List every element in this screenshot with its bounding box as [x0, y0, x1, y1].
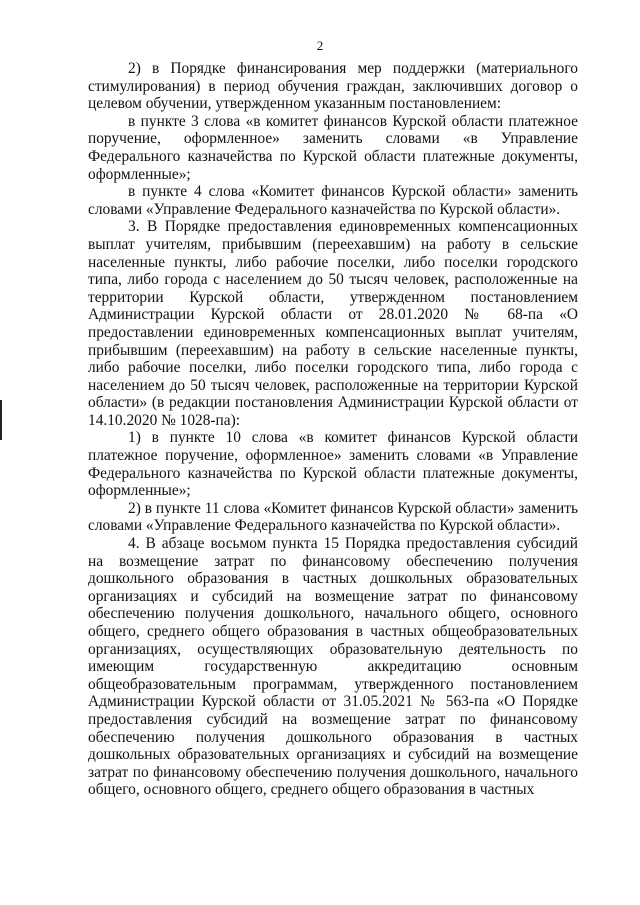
paragraph-4-subsidies-order: 4. В абзаце восьмом пункта 15 Порядка предоставления субсидий на возмещение затрат по финансовому обеспечению получения дошкольного образования в частных дошкольных образовательных организациях и субсидий на возмещение затрат по финансовому обеспечению получения дошкольного, начального общего, основного общего, среднего общего образования в частных общеобразовательных организациях, осуществляющих образовательную деятельность по имеющим государственную аккредитацию основным общеобразовательным программам, утвержденного постановлением Администрации Курской области от 31.05.2021 № 563-па «О Порядке предоставления субсидий на возмещение затрат по финансовому обеспечению получения дошкольного образования в частных дошкольных образовательных организациях и субсидий на возмещение затрат по финансовому обеспечению получения дошкольного, начального общего, основного общего, среднего общего образования в частных [88, 535, 578, 799]
paragraph-2-financing-order: 2) в Порядке финансирования мер поддержки (материального стимулирования) в период обучения граждан, заключивших договор о целевом обучении, утвержденном указанным постановлением: [88, 60, 578, 113]
document-body [88, 60, 578, 799]
paragraph-3-compensation-order: 3. В Порядке предоставления единовременных компенсационных выплат учителям, прибывшим (переехавшим) на работу в сельские населенные пункты, либо рабочие поселки, либо поселки городского типа, либо города с населением до 50 тысяч человек, расположенные на территории Курской области, утвержденном постановлением Администрации Курской области от 28.01.2020 № 68-па «О предоставлении единовременных компенсационных выплат учителям, прибывшим (переехавшим) на работу в сельские населенные пункты, либо рабочие поселки, либо поселки городского типа, либо города с населением до 50 тысяч человек, расположенные на территории Курской области» (в редакции постановления Администрации Курской области от 14.10.2020 № 1028-па): [88, 218, 578, 429]
paragraph-point-4-amendment: в пункте 4 слова «Комитет финансов Курской области» заменить словами «Управление Федерального казначейства по Курской области». [88, 183, 578, 218]
page-number: 2 [316, 38, 324, 53]
paragraph-3-1-point-10: 1) в пункте 10 слова «в комитет финансов Курской области платежное поручение, оформленное» заменить словами «в Управление Федерального казначейства по Курской области платежные документы, оформленные»; [88, 429, 578, 500]
paragraph-3-2-point-11: 2) в пункте 11 слова «Комитет финансов Курской области» заменить словами «Управление Федерального казначейства по Курской области». [88, 499, 578, 535]
scan-margin-mark [0, 400, 2, 440]
paragraph-point-3-amendment: в пункте 3 слова «в комитет финансов Курской области платежное поручение, оформленное» заменить словами «в Управление Федерального казначейства по Курской области платежные документы, оформленные»; [88, 112, 578, 183]
